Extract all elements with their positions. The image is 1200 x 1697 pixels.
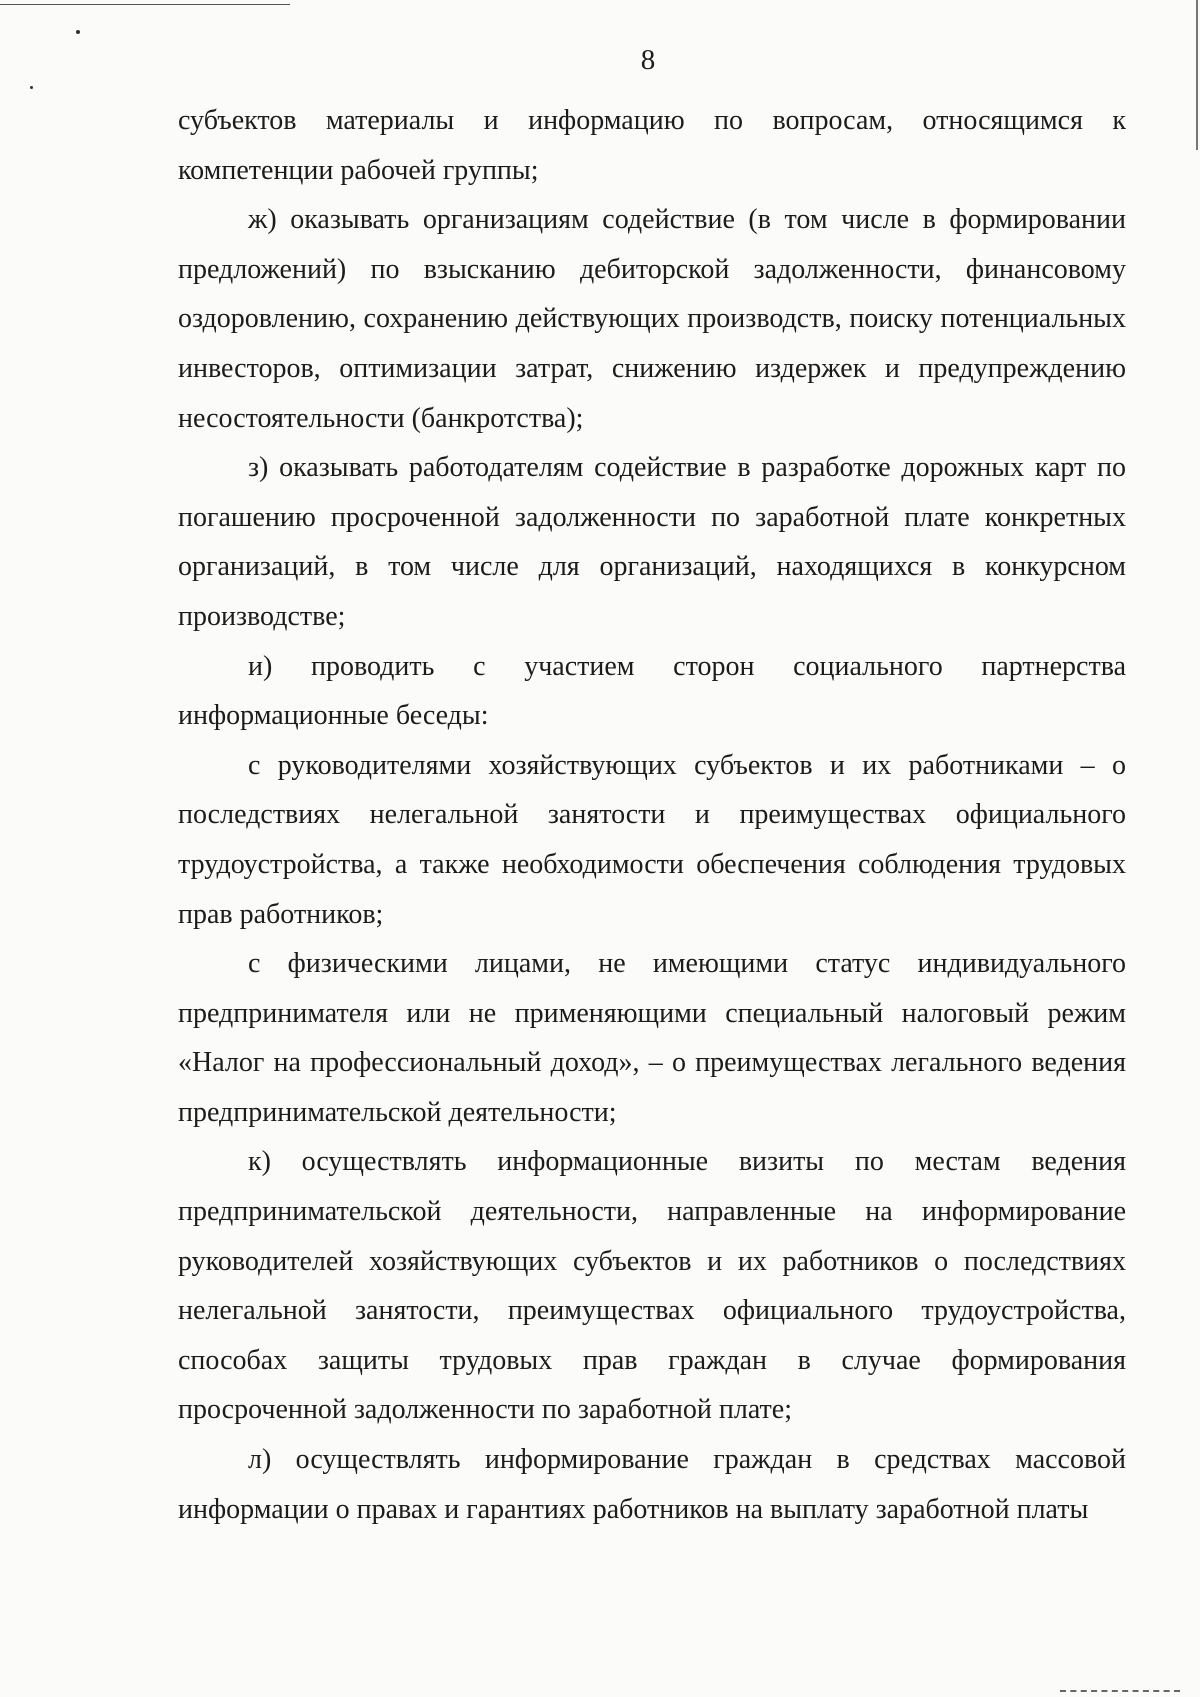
- scan-edge-dash: [1060, 1690, 1180, 1693]
- paragraph-item-zh: ж) оказывать организациям содействие (в том числе в формировании предложений) по взысканию дебиторской задолженности, финансовому оздоровлению, сохранению действующих производств, поиску потенциальных инвесторов, оптимизации затрат, снижению издержек и предупреждению несостоятельности (банкротства);: [178, 204, 1126, 434]
- paragraph-item-z: з) оказывать работодателям содействие в разработке дорожных карт по погашению просроченной задолженности по заработной плате конкретных организаций, в том числе для организаций, находящихся в конкурсном производстве;: [178, 452, 1126, 632]
- scan-speck: [76, 30, 80, 34]
- page-number: 8: [640, 44, 656, 76]
- paragraph-continuation: субъектов материалы и информацию по вопросам, относящимся к компетенции рабочей группы;: [178, 105, 1126, 186]
- paragraph-subitem-managers: с руководителями хозяйствующих субъектов и их работниками – о последствиях нелегальной занятости и преимуществах официального трудоустройства, а также необходимости обеспечения соблюдения трудовых прав работников;: [178, 749, 1126, 930]
- paragraph-item-i: и) проводить с участием сторон социального партнерства информационные беседы:: [178, 650, 1126, 732]
- scan-edge-line: [0, 4, 290, 5]
- scan-speck: [30, 86, 33, 89]
- paragraph-item-k: к) осуществлять информационные визиты по местам ведения предпринимательской деятельности, направленные на информирование руководителей хозяйствующих субъектов и их работников о последствиях нелегальной занятости, преимуществах официального трудоустройства, способах защиты трудовых прав граждан в случае формирования просроченной задолженности по заработной плате;: [178, 1146, 1126, 1426]
- document-body: [178, 96, 1126, 1534]
- paragraph-item-l: л) осуществлять информирование граждан в средствах массовой информации о правах и гарантиях работников на выплату заработной платы: [178, 1444, 1126, 1525]
- paragraph-subitem-individuals: с физическими лицами, не имеющими статус индивидуального предпринимателя или не применяющими специальный налоговый режим «Налог на профессиональный доход», – о преимуществах легального ведения предпринимательской деятельности;: [178, 948, 1126, 1128]
